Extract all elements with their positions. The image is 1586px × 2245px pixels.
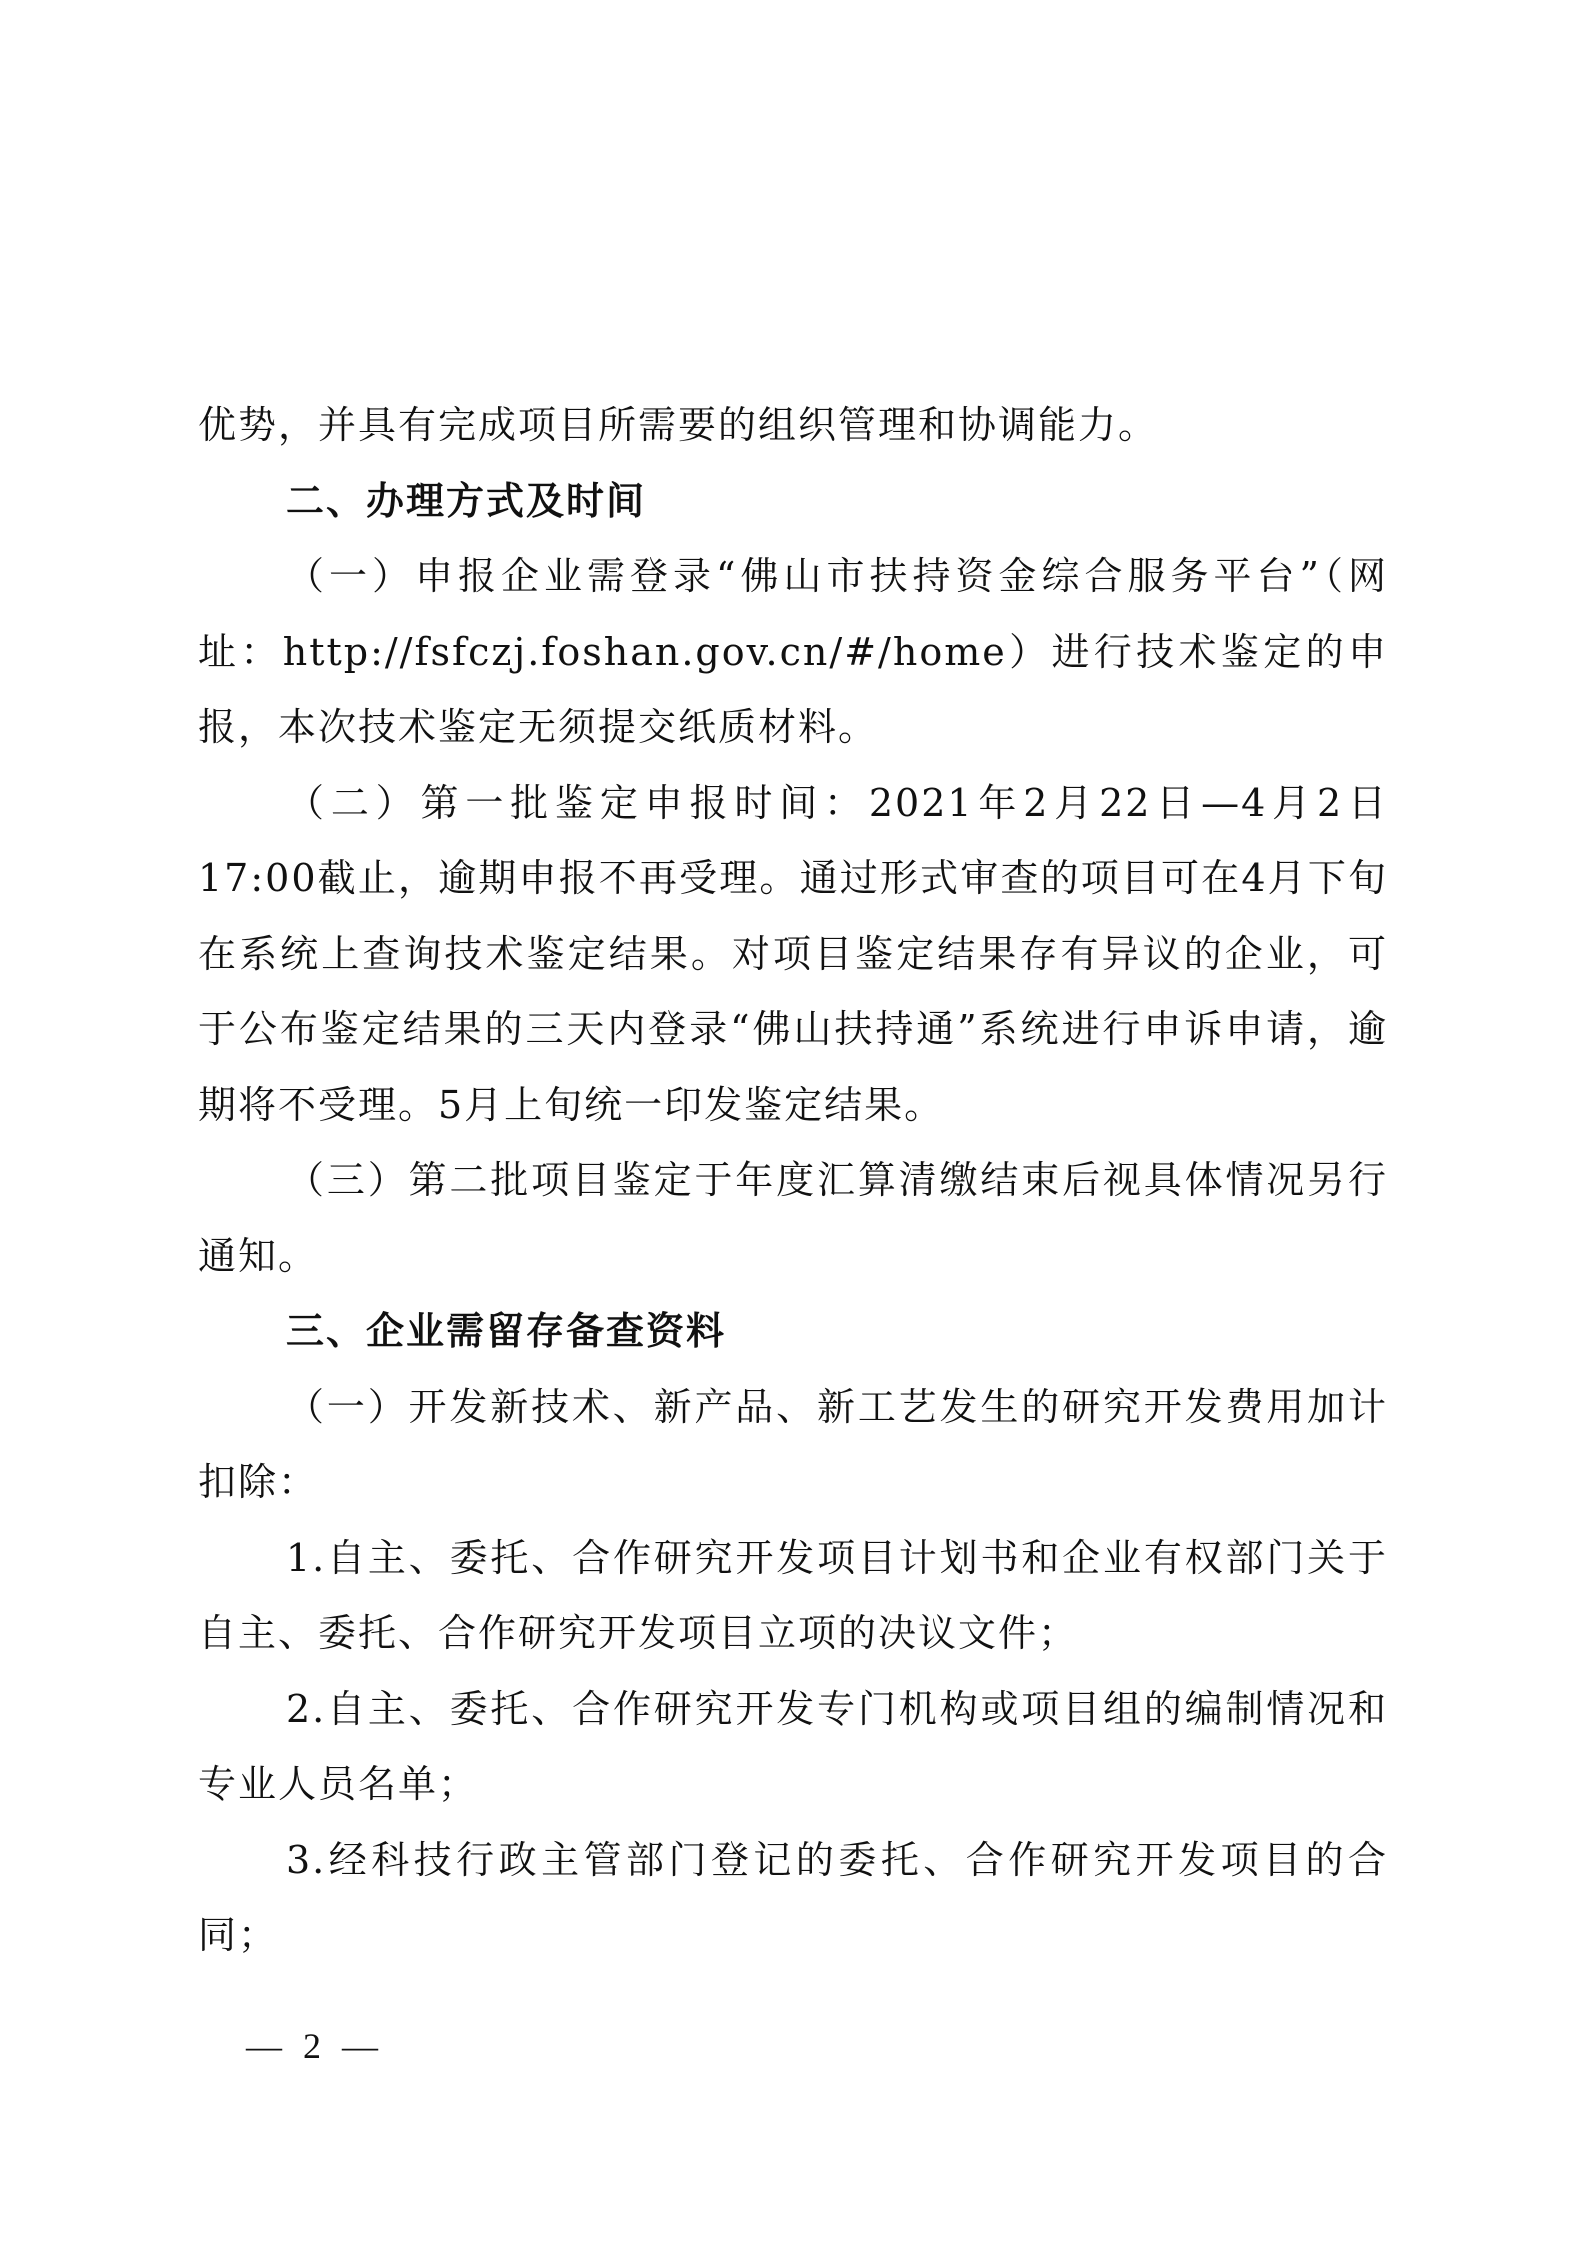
list-item-2: 2.自主、委托、合作研究开发专门机构或项目组的编制情况和专业人员名单； [198, 1686, 1388, 1806]
page-number: — 2 — [246, 2026, 384, 2066]
paragraph-2-1: （一）申报企业需登录“佛山市扶持资金综合服务平台”（网址：http://fsfczj.foshan.gov.cn/#/home）进行技术鉴定的申报，本次技术鉴定无须提交纸质材料。 [198, 554, 1388, 749]
paragraph-2-2: （二）第一批鉴定申报时间：2021年2月22日—4月2日17:00截止，逾期申报不再受理。通过形式审查的项目可在4月下旬在系统上查询技术鉴定结果。对项目鉴定结果存有异议的企业，可于公布鉴定结果的三天内登录“佛山扶持通”系统进行申诉申请，逾期将不受理。5月上旬统一印发鉴定结果。 [198, 780, 1388, 1127]
paragraph-2-3: （三）第二批项目鉴定于年度汇算清缴结束后视具体情况另行通知。 [198, 1158, 1388, 1278]
document-body [198, 388, 1388, 1974]
paragraph-3-1: （一）开发新技术、新产品、新工艺发生的研究开发费用加计扣除： [198, 1384, 1388, 1504]
section-heading-2: 二、办理方式及时间 [286, 478, 647, 523]
section-heading-3: 三、企业需留存备查资料 [286, 1309, 727, 1353]
paragraph-continuation: 优势，并具有完成项目所需要的组织管理和协调能力。 [198, 403, 1159, 447]
list-item-1: 1.自主、委托、合作研究开发项目计划书和企业有权部门关于自主、委托、合作研究开发项目立项的决议文件； [198, 1535, 1388, 1655]
list-item-3: 3.经科技行政主管部门登记的委托、合作研究开发项目的合同； [198, 1837, 1388, 1957]
